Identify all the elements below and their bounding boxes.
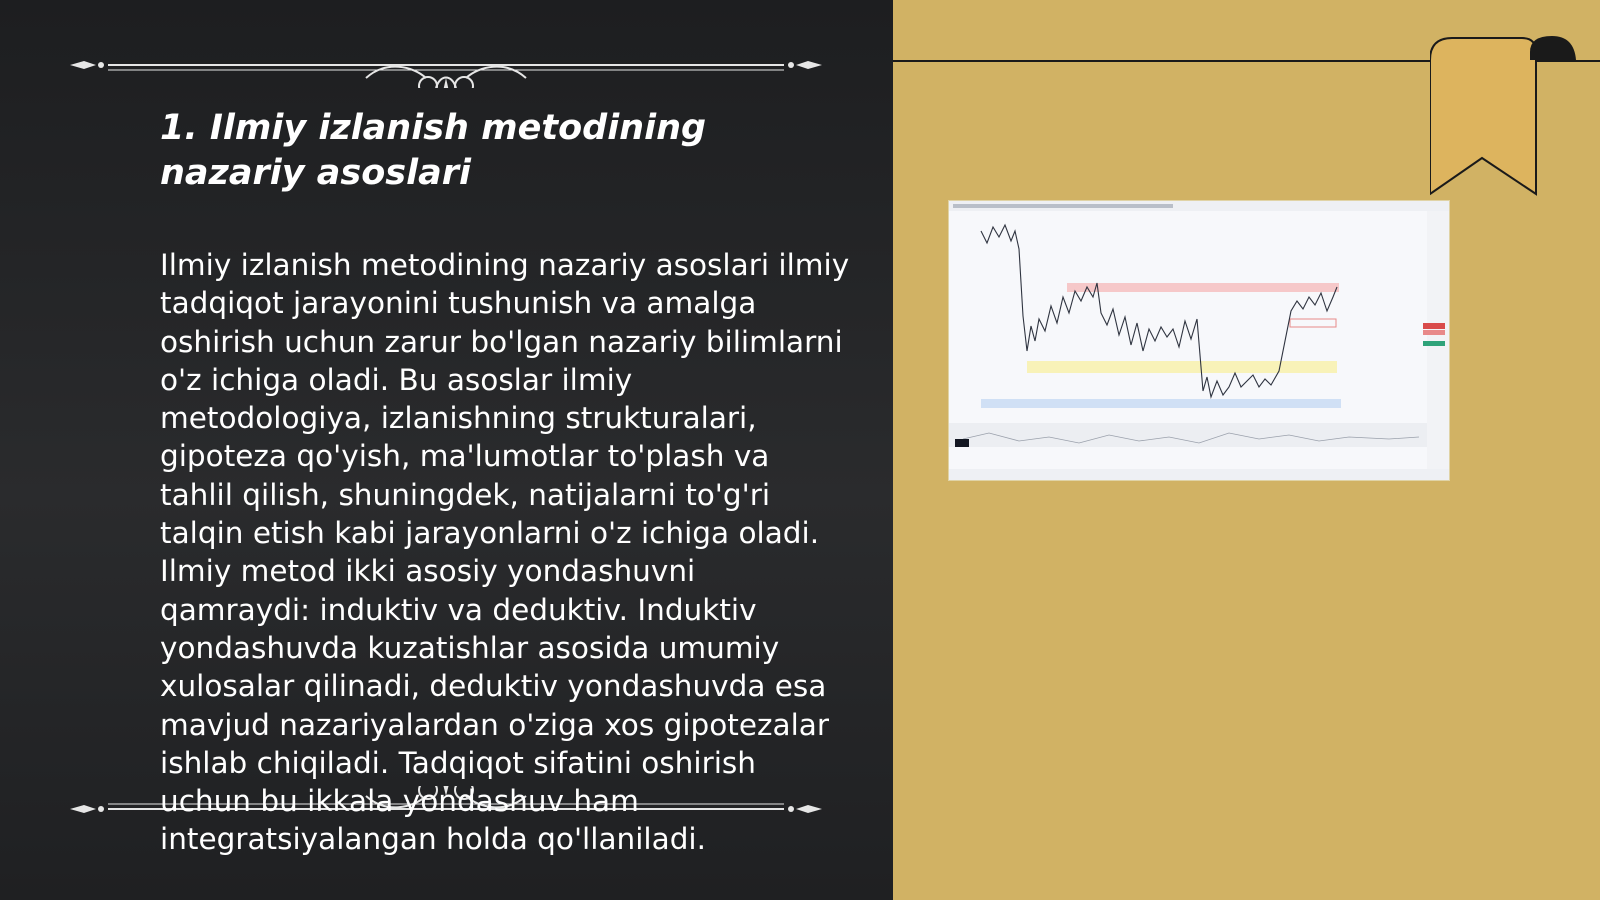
- slide-body-text: Ilmiy izlanish metodining nazariy asoslari ilmiy tadqiqot jarayonini tushunish va amalga oshirish uchun zarur bo'lgan nazariy bilimlarni o'z ichiga oladi. Bu asoslar ilmiy metodologiya, izlanishning strukturalari, gipoteza qo'yish, ma'lumotlar to'plash va tahlil qilish, shuningdek, natijalarni to'g'ri talqin etish kabi jarayonlarni o'z ichiga oladi. Ilmiy metod ikki asosiy yondashuvni qamraydi: induktiv va deduktiv. Induktiv yondashuvda kuzatishlar asosida umumiy xulosalar qilinadi, deduktiv yondashuvda esa mavjud nazariyalardan o'ziga xos gipotezalar ishlab chiqiladi. Tadqiqot sifatini oshirish uchun bu ikkala yondashuv ham integratsiyalangan holda qo'llaniladi.: [160, 248, 850, 857]
- slide-title: 1. Ilmiy izlanish metodining nazariy asoslari: [160, 108, 707, 193]
- scroll-ornament-icon: [68, 48, 824, 88]
- bookmark-ribbon-icon: [1430, 34, 1580, 204]
- trading-chart-image: [949, 201, 1449, 480]
